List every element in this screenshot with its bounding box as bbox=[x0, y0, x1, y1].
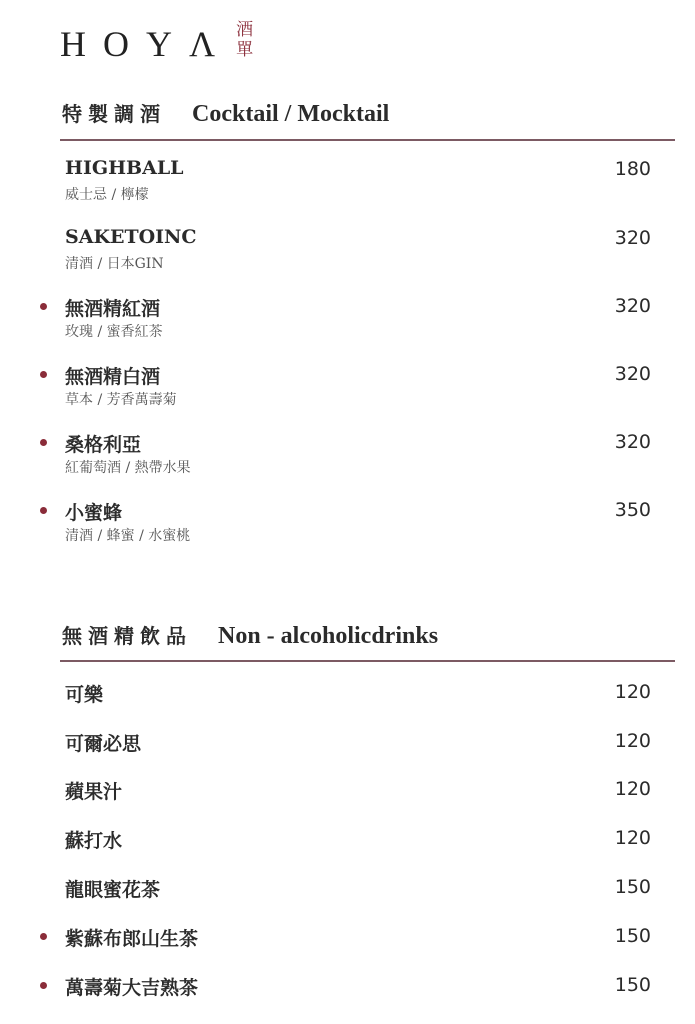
logo-wordmark: HOYΛ bbox=[60, 24, 233, 64]
item-name: 可爾必思 bbox=[65, 733, 142, 755]
bullet-dot bbox=[40, 982, 47, 989]
logo-tag-bottom: 單 bbox=[236, 40, 254, 60]
bullet-dot bbox=[40, 303, 47, 310]
item-description: 草本 / 芳香萬壽菊 bbox=[65, 392, 177, 408]
section-heading bbox=[62, 620, 438, 650]
item-name: HIGHBALL bbox=[65, 157, 184, 179]
item-price: 320 bbox=[614, 363, 651, 385]
item-price: 320 bbox=[614, 227, 651, 249]
section-title-en: Non - alcoholicdrinks bbox=[218, 623, 439, 649]
item-price: 320 bbox=[614, 295, 651, 317]
item-name: 無酒精白酒 bbox=[65, 366, 161, 388]
bullet-dot bbox=[40, 933, 47, 940]
section-title-zh: 特製調酒 bbox=[62, 102, 166, 126]
item-price: 120 bbox=[614, 681, 651, 703]
section-title-en: Cocktail / Mocktail bbox=[192, 101, 390, 127]
section-heading bbox=[62, 98, 389, 128]
item-description: 清酒 / 蜂蜜 / 水蜜桃 bbox=[65, 528, 191, 544]
item-price: 150 bbox=[614, 974, 651, 996]
item-price: 320 bbox=[614, 431, 651, 453]
item-name: 可樂 bbox=[65, 684, 104, 706]
section-title-zh: 無酒精飲品 bbox=[62, 624, 192, 648]
item-price: 120 bbox=[614, 827, 651, 849]
item-name: SAKETOINC bbox=[65, 226, 197, 248]
item-price: 150 bbox=[614, 925, 651, 947]
item-name: 萬壽菊大吉熟茶 bbox=[65, 977, 199, 999]
item-price: 120 bbox=[614, 730, 651, 752]
section-divider bbox=[60, 139, 675, 141]
item-price: 120 bbox=[614, 778, 651, 800]
item-name: 龍眼蜜花茶 bbox=[65, 879, 161, 901]
item-description: 威士忌 / 檸檬 bbox=[65, 187, 149, 203]
item-name: 無酒精紅酒 bbox=[65, 298, 161, 320]
item-description: 清酒 / 日本GIN bbox=[65, 256, 164, 272]
item-price: 350 bbox=[614, 499, 651, 521]
item-description: 紅葡萄酒 / 熱帶水果 bbox=[65, 460, 191, 476]
item-description: 玫瑰 / 蜜香紅茶 bbox=[65, 324, 163, 340]
item-name: 蘇打水 bbox=[65, 830, 123, 852]
section-divider bbox=[60, 660, 675, 662]
logo bbox=[60, 22, 253, 66]
item-price: 180 bbox=[614, 158, 651, 180]
bullet-dot bbox=[40, 371, 47, 378]
item-name: 紫蘇布郎山生茶 bbox=[65, 928, 199, 950]
item-price: 150 bbox=[614, 876, 651, 898]
bullet-dot bbox=[40, 439, 47, 446]
bullet-dot bbox=[40, 507, 47, 514]
logo-tag-top: 酒 bbox=[236, 20, 254, 40]
logo-tag bbox=[236, 20, 253, 60]
item-name: 小蜜蜂 bbox=[65, 502, 123, 524]
item-name: 桑格利亞 bbox=[65, 434, 142, 456]
item-name: 蘋果汁 bbox=[65, 781, 123, 803]
